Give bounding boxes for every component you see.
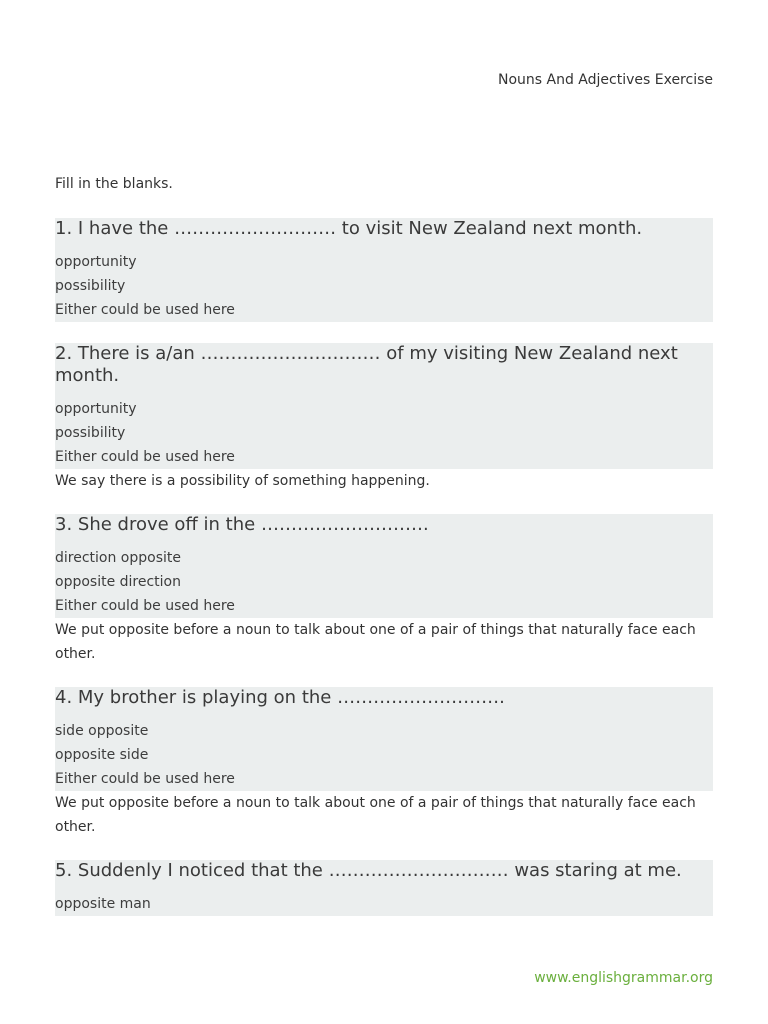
question-box	[55, 860, 713, 916]
answer-option[interactable]: side opposite	[55, 723, 149, 739]
site-link[interactable]: www.englishgrammar.org	[534, 970, 713, 986]
question-box	[55, 687, 713, 791]
instructions-text: Fill in the blanks.	[55, 176, 173, 192]
question-1	[55, 218, 713, 322]
page-title: Nouns And Adjectives Exercise	[497, 72, 713, 88]
answer-option[interactable]: opposite man	[55, 896, 151, 912]
explanation-text: We put opposite before a noun to talk about one of a pair of things that naturally face each other.	[55, 795, 696, 835]
question-box	[55, 218, 713, 322]
answer-option[interactable]: opposite direction	[55, 574, 181, 590]
answer-option[interactable]: direction opposite	[55, 550, 181, 566]
question-5	[55, 860, 713, 916]
answer-option[interactable]: possibility	[55, 425, 126, 441]
answer-option[interactable]: Either could be used here	[55, 449, 235, 465]
question-4	[55, 687, 713, 839]
question-text: 3. She drove off in the ……………………….	[55, 514, 429, 535]
question-box	[55, 343, 713, 469]
question-box	[55, 514, 713, 618]
question-text: 2. There is a/an ………………………… of my visiting New Zealand next month.	[55, 343, 678, 386]
question-text: 4. My brother is playing on the ……………………….	[55, 687, 505, 708]
explanation-text: We say there is a possibility of something happening.	[55, 473, 430, 489]
question-3	[55, 514, 713, 666]
answer-option[interactable]: opportunity	[55, 401, 137, 417]
answer-option[interactable]: possibility	[55, 278, 126, 294]
answer-option[interactable]: Either could be used here	[55, 598, 235, 614]
answer-option[interactable]: Either could be used here	[55, 302, 235, 318]
explanation-text: We put opposite before a noun to talk about one of a pair of things that naturally face each other.	[55, 622, 696, 662]
question-text: 1. I have the ……………………… to visit New Zealand next month.	[55, 218, 643, 239]
question-2	[55, 343, 713, 493]
question-text: 5. Suddenly I noticed that the ………………………… was staring at me.	[55, 860, 682, 881]
answer-option[interactable]: opportunity	[55, 254, 137, 270]
exercise-content	[55, 174, 713, 937]
answer-option[interactable]: opposite side	[55, 747, 149, 763]
answer-option[interactable]: Either could be used here	[55, 771, 235, 787]
